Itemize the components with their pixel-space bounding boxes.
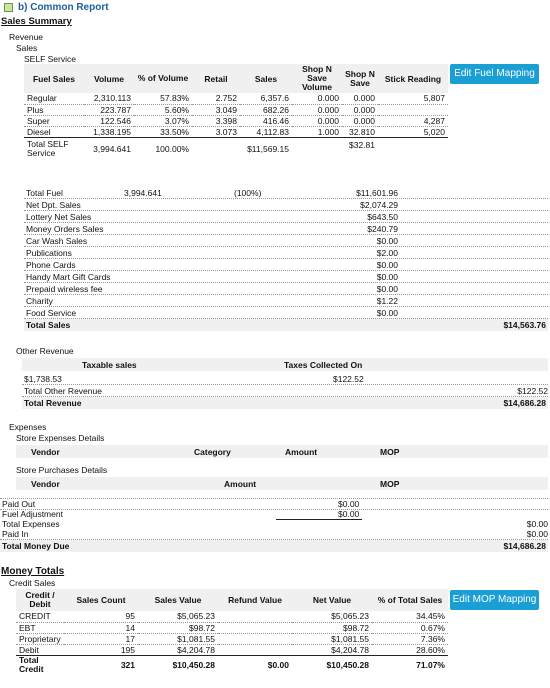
- total-net-value: $10,450.28: [326, 660, 369, 671]
- paid-out-value: $0.00: [338, 499, 360, 509]
- credit-header: Sales Count: [64, 589, 138, 611]
- revenue-label: Revenue: [9, 32, 44, 42]
- totals-amount: $0.00: [376, 308, 398, 318]
- pct-total-sales: 7.36%: [372, 633, 448, 644]
- fuel-name: Super: [24, 115, 84, 126]
- totals-row: [24, 199, 548, 211]
- total-credit-row: [16, 655, 448, 675]
- edit-mop-mapping-button[interactable]: Edit MOP Mapping: [450, 590, 539, 610]
- fuel-header: % of Volume: [134, 64, 192, 93]
- table-row: [16, 622, 448, 633]
- paid-in-value: $0.00: [526, 529, 548, 539]
- total-refund-value: $0.00: [267, 660, 289, 671]
- totals-amount: $0.00: [376, 260, 398, 270]
- totals-label: Net Dpt. Sales: [26, 200, 81, 210]
- net-value: $98.72: [292, 622, 372, 633]
- sum-line: [276, 519, 362, 520]
- total-money-due-label: Total Money Due: [2, 541, 70, 551]
- total-revenue-row: [22, 397, 548, 409]
- pct-total-sales: 28.60%: [372, 644, 448, 655]
- fuel-header: Sales: [240, 64, 292, 93]
- fuel-pct: 3.07%: [134, 115, 192, 126]
- fuel-total-retail: [192, 137, 240, 161]
- store-expenses-label: Store Expenses Details: [16, 433, 105, 443]
- fuel-sales-table: [24, 64, 448, 161]
- totals-amount: $0.00: [376, 236, 398, 246]
- expenses-label: Expenses: [9, 422, 47, 432]
- table-row: [24, 115, 448, 126]
- totals-amount: $643.50: [367, 212, 398, 222]
- fuel-name: Plus: [24, 104, 84, 115]
- fuel-adjustment-label: Fuel Adjustment: [2, 509, 63, 519]
- totals-amount: $1.22: [376, 296, 398, 306]
- total-sales-value-cell: [448, 319, 548, 331]
- total-money-due-value: $14,686.28: [503, 541, 546, 551]
- fuel-volume: 2,310.113: [84, 93, 134, 104]
- fuel-sales: 6,357.6: [240, 93, 292, 104]
- money-totals-title: Money Totals: [1, 566, 65, 577]
- fuel-retail: 3.073: [192, 126, 240, 137]
- fuel-sns: 32.810: [342, 126, 378, 137]
- fuel-stick: [378, 104, 448, 115]
- fuel-sns-volume: 0.000: [292, 115, 342, 126]
- total-credit-label: Total Credit: [19, 655, 44, 675]
- mop-header: MOP: [380, 447, 400, 457]
- sales-value: $4,204.78: [138, 644, 218, 655]
- fuel-retail: 2.752: [192, 93, 240, 104]
- fuel-sns: 0.000: [342, 115, 378, 126]
- fuel-stick: 4,287: [378, 115, 448, 126]
- totals-label: Prepaid wireless fee: [26, 284, 103, 294]
- sales-label: Sales: [16, 43, 38, 53]
- totals-amount: $11,601.96: [356, 188, 398, 198]
- fuel-volume: 1,338.195: [84, 126, 134, 137]
- mop-name: Debit: [16, 644, 64, 655]
- fuel-total-stick: [378, 137, 448, 161]
- fuel-stick: 5,807: [378, 93, 448, 104]
- fuel-sns-volume: 0.000: [292, 104, 342, 115]
- total-pct-total-sales: 71.07%: [416, 660, 445, 671]
- table-row: [24, 104, 448, 115]
- paid-out-label: Paid Out: [2, 499, 36, 509]
- sales-value: $98.72: [138, 622, 218, 633]
- report-header: [0, 0, 550, 15]
- edit-fuel-mapping-button[interactable]: Edit Fuel Mapping: [450, 64, 539, 84]
- totals-row: [24, 259, 548, 271]
- table-row: [16, 611, 448, 622]
- totals-amount: $2.00: [376, 248, 398, 258]
- totals-row: [24, 211, 548, 223]
- table-row: [16, 633, 448, 644]
- fuel-total-sns-volume: [292, 137, 342, 161]
- credit-sales-label: Credit Sales: [9, 578, 56, 588]
- fuel-total-pct: 100.00%: [155, 144, 189, 155]
- credit-header: Net Value: [292, 589, 372, 611]
- totals-label: Total Fuel: [26, 188, 63, 198]
- refund-value: [218, 633, 292, 644]
- amount-header: Amount: [285, 447, 318, 457]
- fuel-name: Diesel: [24, 126, 84, 137]
- totals-label: Lottery Net Sales: [26, 212, 92, 222]
- fuel-pct: 5.60%: [134, 104, 192, 115]
- fuel-header: Shop N Save: [342, 64, 378, 93]
- total-money-due-row: [0, 540, 548, 552]
- totals-row: [24, 295, 548, 307]
- mop-name: Proprietary: [16, 633, 64, 644]
- fuel-adjustment-value: $0.00: [338, 509, 360, 519]
- totals-row: [24, 307, 548, 319]
- self-service-label: SELF Service: [24, 54, 76, 64]
- total-sales-value: $14,563.76: [503, 320, 546, 330]
- totals-label: Money Orders Sales: [26, 224, 104, 234]
- net-value: $5,065.23: [292, 611, 372, 622]
- totals-pct: (100%): [234, 188, 262, 198]
- credit-header: % of Total Sales: [372, 589, 448, 611]
- fuel-sns-volume: 0.000: [292, 93, 342, 104]
- store-purchases-header: [16, 477, 548, 490]
- mop-header: MOP: [380, 479, 400, 489]
- totals-label: Handy Mart Gift Cards: [26, 272, 111, 282]
- fuel-header: Stick Reading: [378, 64, 448, 93]
- table-row: [24, 93, 448, 104]
- taxable-sales-value: $1,738.53: [24, 374, 62, 384]
- total-other-revenue-value: $122.52: [517, 386, 548, 396]
- divider: [0, 498, 548, 499]
- category-header: Category: [194, 447, 231, 457]
- amount-header: Amount: [224, 479, 257, 489]
- total-expenses-label: Total Expenses: [2, 519, 60, 529]
- fuel-pct: 57.83%: [134, 93, 192, 104]
- mop-name: EBT: [16, 622, 64, 633]
- total-sales-value: $10,450.28: [172, 660, 215, 671]
- fuel-total-label: Total SELF Service: [27, 138, 69, 158]
- taxes-collected-header: Taxes Collected On: [284, 360, 363, 370]
- sales-count: 17: [64, 633, 138, 644]
- totals-label: Food Service: [26, 308, 77, 318]
- refund-value: [218, 611, 292, 622]
- vendor-header: Vendor: [31, 479, 60, 489]
- fuel-pct: 33.50%: [134, 126, 192, 137]
- fuel-retail: 3.398: [192, 115, 240, 126]
- fuel-header: Volume: [84, 64, 134, 93]
- fuel-sales: 4,112.83: [240, 126, 292, 137]
- credit-sales-table: [16, 589, 448, 675]
- totals-label: Phone Cards: [26, 260, 76, 270]
- totals-volume: 3,994.641: [124, 188, 162, 198]
- credit-header: Sales Value: [138, 589, 218, 611]
- total-expenses-value: $0.00: [526, 519, 548, 529]
- store-expenses-header: [16, 445, 548, 458]
- totals-amount: $2,074.29: [360, 200, 398, 210]
- totals-label: Car Wash Sales: [26, 236, 88, 246]
- totals-row: [24, 235, 548, 247]
- vendor-header: Vendor: [31, 447, 60, 457]
- sales-value: $1,081.55: [138, 633, 218, 644]
- fuel-header: Shop N Save Volume: [292, 64, 342, 93]
- totals-amount: $0.00: [376, 284, 398, 294]
- fuel-total-sns: $32.81: [349, 139, 375, 150]
- fuel-total-row: [24, 137, 448, 161]
- other-revenue-header: [22, 358, 548, 371]
- sales-value: $5,065.23: [138, 611, 218, 622]
- sales-count: 14: [64, 622, 138, 633]
- pct-total-sales: 0.67%: [372, 622, 448, 633]
- totals-label: Charity: [26, 296, 53, 306]
- fuel-total-volume: 3,994.641: [93, 144, 131, 155]
- totals-row: [24, 223, 548, 235]
- fuel-stick: 5,020: [378, 126, 448, 137]
- fuel-sales: 682.26: [240, 104, 292, 115]
- taxable-sales-header: Taxable sales: [82, 360, 137, 370]
- fuel-sns: 0.000: [342, 93, 378, 104]
- fuel-header: Retail: [192, 64, 240, 93]
- table-row: [24, 126, 448, 137]
- fuel-total-sales: $11,569.15: [247, 144, 289, 155]
- paid-in-label: Paid In: [2, 529, 29, 539]
- totals-row: [24, 187, 548, 199]
- total-sales-count: 321: [120, 660, 135, 671]
- fuel-sales: 416.46: [240, 115, 292, 126]
- taxes-collected-value: $122.52: [333, 374, 364, 384]
- mop-name: CREDIT: [16, 611, 64, 622]
- total-sales-row: [24, 319, 448, 331]
- divider: [0, 509, 548, 510]
- totals-amount: $0.00: [376, 272, 398, 282]
- refund-value: [218, 622, 292, 633]
- sales-summary-title: Sales Summary: [1, 16, 72, 27]
- sales-count: 195: [64, 644, 138, 655]
- store-purchases-label: Store Purchases Details: [16, 465, 108, 475]
- other-revenue-label: Other Revenue: [16, 346, 74, 356]
- fuel-retail: 3.049: [192, 104, 240, 115]
- totals-label: Publications: [26, 248, 72, 258]
- total-revenue-label: Total Revenue: [24, 398, 82, 408]
- totals-row: [24, 247, 548, 259]
- total-other-revenue-label: Total Other Revenue: [24, 386, 102, 396]
- pct-total-sales: 34.45%: [372, 611, 448, 622]
- sales-count: 95: [64, 611, 138, 622]
- credit-header: Refund Value: [218, 589, 292, 611]
- table-row: [16, 644, 448, 655]
- report-title: b) Common Report: [18, 2, 109, 13]
- total-revenue-value: $14,686.28: [503, 398, 546, 408]
- refund-value: [218, 644, 292, 655]
- divider: [22, 384, 548, 385]
- net-value: $4,204.78: [292, 644, 372, 655]
- fuel-sns: 0.000: [342, 104, 378, 115]
- totals-row: [24, 283, 548, 295]
- fuel-volume: 223.787: [84, 104, 134, 115]
- fuel-volume: 122.546: [84, 115, 134, 126]
- report-icon: [4, 3, 13, 12]
- total-sales-label: Total Sales: [26, 320, 71, 330]
- totals-row: [24, 271, 548, 283]
- fuel-header: Fuel Sales: [24, 64, 84, 93]
- credit-header: Credit / Debit: [16, 589, 64, 611]
- fuel-name: Regular: [24, 93, 84, 104]
- fuel-sns-volume: 1.000: [292, 126, 342, 137]
- net-value: $1,081.55: [292, 633, 372, 644]
- totals-amount: $240.79: [367, 224, 398, 234]
